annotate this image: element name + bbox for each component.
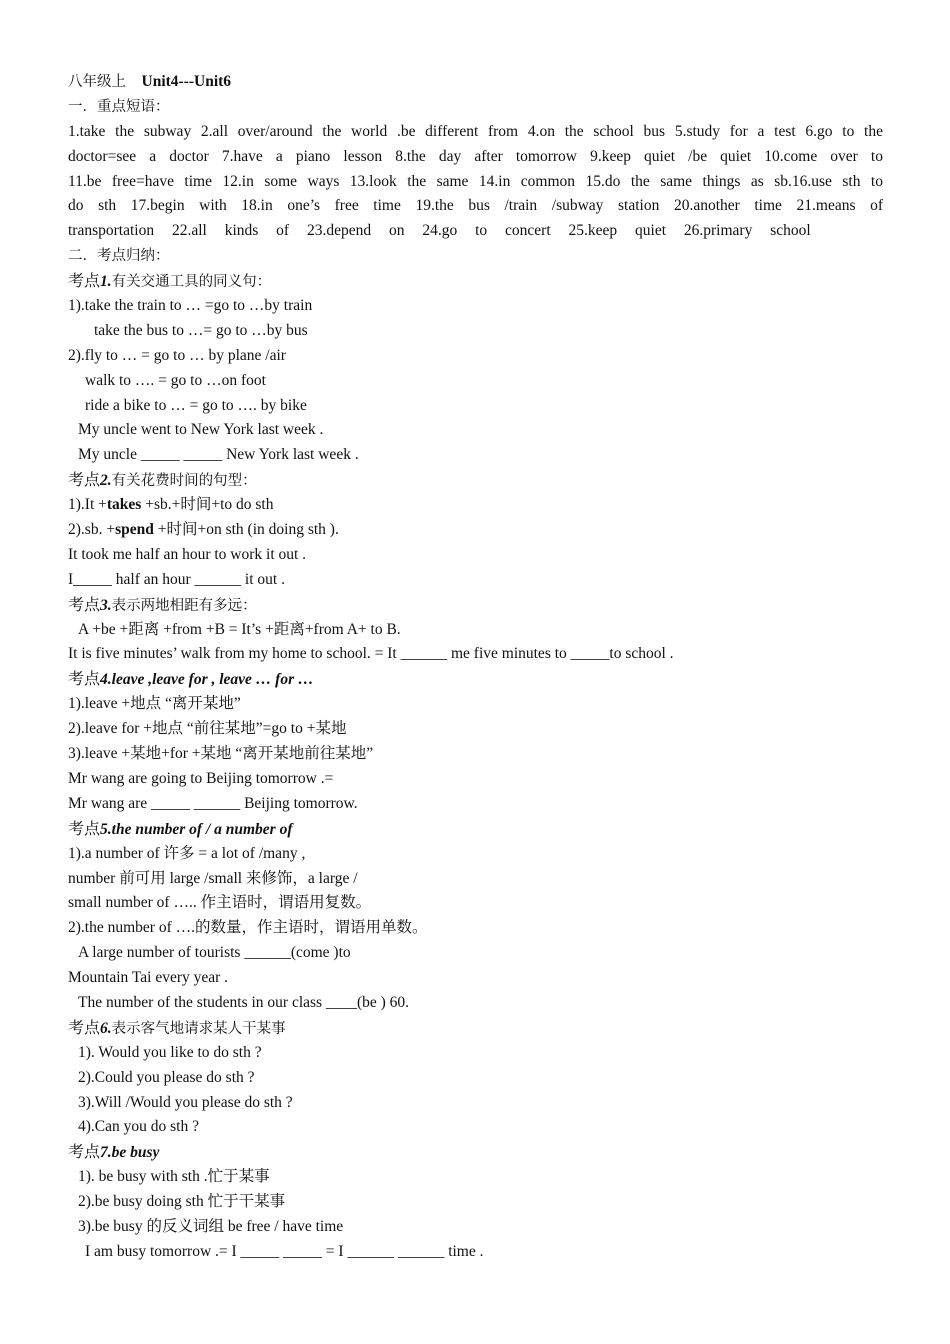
text-line: 3).Will /Would you please do sth ? [78,1093,293,1111]
point-heading-4 [68,667,883,692]
point-heading-6 [68,1016,883,1041]
text-line: Mr wang are going to Beijing tomorrow .= [68,769,334,787]
text-line: 1). be busy with sth .忙于某事 [78,1168,270,1186]
text-segment: +时间+on sth (in doing sth ). [153,521,339,539]
exercise-line: A large number of tourists ______(come )to [78,944,351,962]
document-title [68,70,883,95]
phrase-line: do sth 17.begin with 18.in one’s free time 19.the bus /train /subway station 20.another time 21.means of [68,197,883,215]
section-heading-phrases: 一．重点短语： [68,98,170,115]
units-label: Unit4---Unit6 [141,73,232,90]
text-line: number 前可用 large /small 来修饰，a large / [68,869,358,887]
grade-label: 八年级上 [68,74,126,90]
exercise-line: It is five minutes’ walk from my home to school. = It ______ me five minutes to _____to school . [68,645,674,663]
section-heading-points: 二．考点归纳： [68,248,170,265]
phrase-line: doctor=see a doctor 7.have a piano lesson 8.the day after tomorrow 9.keep quiet /be quiet 10.come over to [68,147,883,165]
point-prefix: 考点 [68,669,101,689]
point-heading-3 [68,593,883,618]
text-line: 1).leave +地点 “离开某地” [68,695,241,713]
text-line: 1).a number of 许多 = a lot of /many , [68,844,306,862]
exercise-line: My uncle _____ _____ New York last week . [78,446,359,464]
point-title: 表示两地相距有多远： [111,597,257,614]
point-title: 5.the number of / a number of [100,820,293,838]
exercise-line: Mountain Tai every year . [68,969,229,987]
exercise-line: The number of the students in our class ____(be ) 60. [78,993,410,1011]
exercise-line: I am busy tomorrow .= I _____ _____ = I ______ ______ time . [85,1242,484,1260]
text-line: small number of ….. 作主语时，谓语用复数。 [68,894,372,912]
point-title: 表示客气地请求某人干某事 [111,1020,286,1037]
phrase-line: 1.take the subway 2.all over/around the world .be different from 4.on the school bus 5.study for a test 6.go to the [68,122,883,140]
point-prefix: 考点 [68,271,101,291]
point-title: 7.be busy [100,1144,160,1162]
phrase-line: transportation 22.all kinds of 23.depend on 24.go to concert 25.keep quiet 26.primary school [68,222,811,240]
text-line: 2).the number of ….的数量，作主语时，谓语用单数。 [68,919,428,937]
text-line: take the bus to …= go to …by bus [94,321,308,339]
point-prefix: 考点 [68,470,101,490]
text-line: 3).leave +某地+for +某地 “离开某地前往某地” [68,745,374,763]
text-line: 2).Could you please do sth ? [78,1068,255,1086]
text-line: 2).be busy doing sth 忙于干某事 [78,1193,286,1211]
text-line: 1).take the train to … =go to …by train [68,297,313,315]
text-line: My uncle went to New York last week . [78,421,324,439]
text-line: 2).fly to … = go to … by plane /air [68,346,286,364]
point-number: 1. [100,273,112,291]
text-line: It took me half an hour to work it out . [68,545,307,563]
point-number: 3. [100,596,112,614]
text-line: 1). Would you like to do sth ? [78,1043,262,1061]
text-line [68,518,883,543]
point-prefix: 考点 [68,1142,101,1162]
text-line: 3).be busy 的反义词组 be free / have time [78,1217,344,1235]
text-segment: +sb.+时间+to do sth [141,496,274,514]
point-heading-2 [68,468,883,493]
text-line: ride a bike to … = go to …. by bike [85,396,307,414]
text-line: 2).leave for +地点 “前往某地”=go to +某地 [68,720,347,738]
text-line [68,493,883,518]
text-segment: 1).It + [68,496,107,514]
text-line: 4).Can you do sth ? [78,1118,199,1136]
text-line: walk to …. = go to …on foot [85,371,266,389]
point-prefix: 考点 [68,594,101,614]
phrase-line: 11.be free=have time 12.in some ways 13.look the same 14.in common 15.do the same things as sb.16.use sth to [68,172,883,190]
point-number: 2. [100,472,112,490]
point-number: 6. [100,1019,112,1037]
text-line: A +be +距离 +from +B = It’s +距离+from A+ to B. [78,620,401,638]
point-heading-1 [68,269,883,294]
exercise-line: Mr wang are _____ ______ Beijing tomorrow. [68,794,358,812]
point-title: 有关交通工具的同义句： [111,274,272,291]
bold-term: takes [106,496,142,514]
point-heading-5 [68,817,883,842]
text-segment: 2).sb. + [68,521,116,539]
point-prefix: 考点 [68,818,101,838]
point-title: 有关花费时间的句型： [111,473,257,490]
exercise-line: I_____ half an hour ______ it out . [68,570,285,588]
document-page [68,70,883,1265]
point-prefix: 考点 [68,1017,101,1037]
point-title: 4.leave ,leave for , leave … for … [100,671,314,689]
point-heading-7 [68,1140,883,1165]
bold-term: spend [115,521,154,539]
